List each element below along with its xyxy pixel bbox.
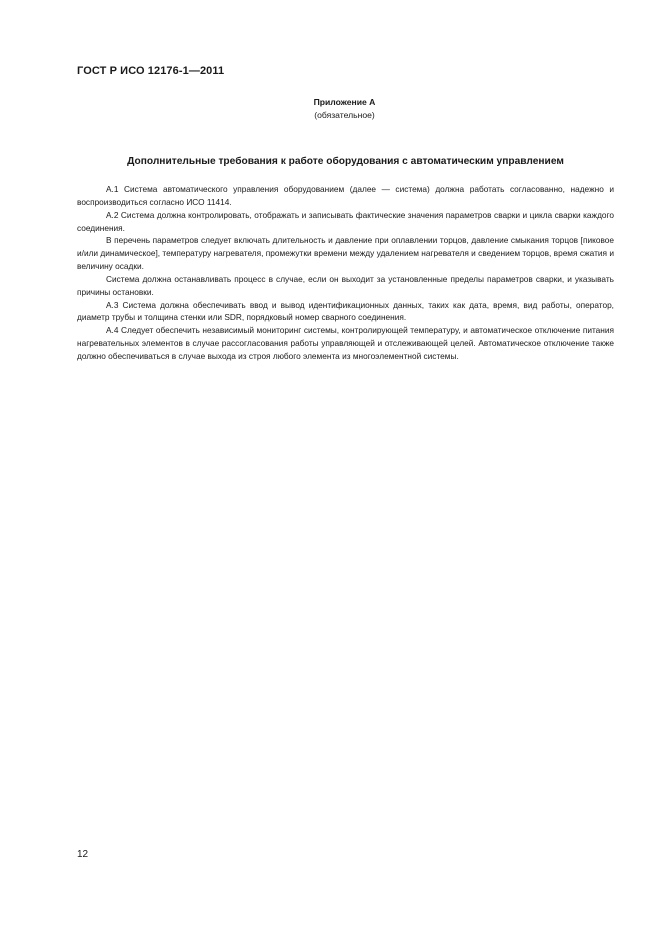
paragraph-stop-process: Система должна останавливать процесс в случае, если он выходит за установленные пределы параметров сварки, и указывать причины остановки.	[77, 273, 614, 297]
paragraph-parameters-list: В перечень параметров следует включать длительность и давление при оплавлении торцов, давление смыкания торцов [пиковое и/или динамическое], температуру нагревателя, промежутки времени между удалением нагревателя и сведением торцов, время сжатия и величину осадки.	[77, 235, 614, 272]
annex-heading	[0, 96, 661, 122]
paragraph-a2: А.2 Система должна контролировать, отображать и записывать фактические значения параметров сварки и цикла сварки каждого соединения.	[77, 209, 614, 233]
page-number: 12	[77, 849, 89, 860]
paragraph-a3: А.3 Система должна обеспечивать ввод и вывод идентификационных данных, таких как дата, время, вид работы, оператор, диаметр трубы и толщина стенки или SDR, порядковый номер сварного соединения.	[77, 299, 614, 323]
body-text	[77, 183, 614, 363]
document-designation: ГОСТ Р ИСО 12176-1—2011	[77, 65, 225, 77]
paragraph-a4: А.4 Следует обеспечить независимый мониторинг системы, контролирующей температуру, и автоматическое отключение питания нагревательных элементов в случае рассогласования работы управляющей и отслеживающей целей. Автоматическое отключение также должно обеспечиваться в случае выхода из строя любого элемента из многоэлементной системы.	[77, 325, 614, 361]
paragraph-a1: А.1 Система автоматического управления оборудованием (далее — система) должна работать согласованно, надежно и воспроизводиться согласно ИСО 11414.	[77, 184, 614, 207]
section-title: Дополнительные требования к работе оборудования с автоматическим управлением	[127, 156, 564, 167]
annex-status-note: (обязательное)	[314, 110, 375, 120]
annex-title: Приложение А	[313, 97, 376, 107]
